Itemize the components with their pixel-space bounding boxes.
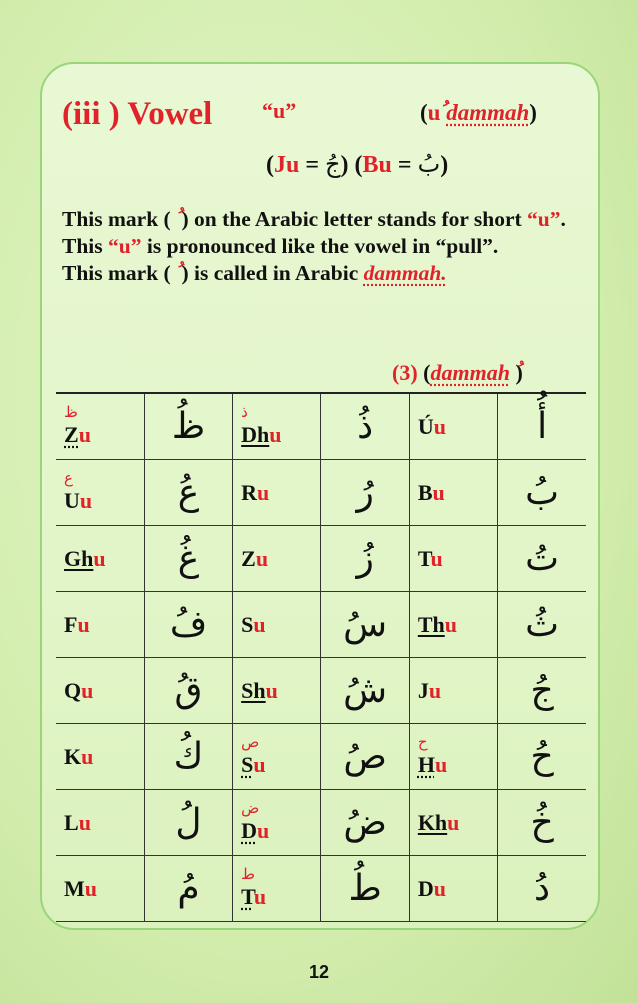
transliteration-cell: [409, 526, 497, 592]
transliteration: Uu: [64, 488, 93, 513]
arabic-letter-cell: خُ: [498, 790, 586, 856]
letter-hint: ذ: [241, 403, 248, 421]
transliteration: Tu: [241, 884, 267, 909]
transliteration: Bu: [417, 479, 445, 505]
transliteration: Khu: [417, 809, 460, 835]
table-caption: (3) (dammah ): [392, 360, 523, 385]
transliteration-cell: [56, 526, 144, 592]
table-row: [56, 790, 586, 856]
transliteration: Thu: [417, 611, 457, 637]
letter-hint: ظ: [64, 403, 78, 421]
transliteration-cell: [409, 856, 497, 922]
explanation-line-2: This mark ( ) is called in Arabic dammah.: [62, 261, 447, 285]
transliteration: Ru: [241, 479, 270, 505]
transliteration: Hu: [417, 752, 448, 777]
arabic-letter-cell: حُ: [498, 724, 586, 790]
transliteration: Mu: [64, 875, 98, 901]
transliteration-cell: [233, 790, 321, 856]
transliteration-cell: [409, 460, 497, 526]
transliteration: Tu: [417, 545, 443, 571]
table-row: [56, 592, 586, 658]
arabic-letter-cell: لُ: [144, 790, 232, 856]
transliteration: Úu: [417, 413, 446, 439]
arabic-letter-cell: كُ: [144, 724, 232, 790]
transliteration-cell: [233, 393, 321, 460]
explanation-line-1: This mark ( ) on the Arabic letter stands for short “u”. This “u” is pronounced like the vowel in “pull”.: [62, 207, 566, 258]
table-row: [56, 460, 586, 526]
transliteration-cell: [56, 856, 144, 922]
page-number: 12: [308, 962, 330, 982]
dammah-letter-table: [56, 392, 586, 922]
arabic-letter-cell: ثُ: [498, 592, 586, 658]
letter-hint: ع: [64, 469, 73, 487]
transliteration-cell: [233, 856, 321, 922]
arabic-letter-cell: طُ: [321, 856, 409, 922]
arabic-letter-cell: غُ: [144, 526, 232, 592]
heading-dammah-label: (u dammah): [420, 100, 537, 125]
transliteration-cell: [409, 790, 497, 856]
transliteration-cell: [233, 526, 321, 592]
arabic-letter-cell: بُ: [498, 460, 586, 526]
transliteration-cell: [409, 658, 497, 724]
transliteration-cell: [233, 592, 321, 658]
transliteration-cell: [233, 724, 321, 790]
arabic-letter-cell: فُ: [144, 592, 232, 658]
letter-hint: ض: [241, 799, 260, 817]
transliteration: Lu: [64, 809, 91, 835]
transliteration-cell: [56, 724, 144, 790]
transliteration-cell: [409, 724, 497, 790]
arabic-letter-cell: صُ: [321, 724, 409, 790]
table-row: [56, 724, 586, 790]
transliteration: Ghu: [64, 545, 106, 571]
transliteration-cell: [56, 460, 144, 526]
arabic-letter-cell: عُ: [144, 460, 232, 526]
table-row: [56, 526, 586, 592]
arabic-letter-cell: زُ: [321, 526, 409, 592]
transliteration-cell: [233, 460, 321, 526]
table-row: [56, 856, 586, 922]
arabic-letter-cell: جُ: [498, 658, 586, 724]
arabic-letter-cell: رُ: [321, 460, 409, 526]
heading-title: (iii ) Vowel: [62, 96, 213, 132]
transliteration-cell: [56, 592, 144, 658]
transliteration: Su: [241, 611, 266, 637]
table-row: [56, 393, 586, 460]
transliteration: Zu: [241, 545, 269, 571]
table-row: [56, 658, 586, 724]
heading-vowel-quote: “u”: [262, 98, 297, 123]
transliteration: Su: [241, 752, 266, 777]
arabic-letter-cell: ذُ: [321, 393, 409, 460]
arabic-letter-cell: قُ: [144, 658, 232, 724]
transliteration-cell: [409, 592, 497, 658]
transliteration-cell: [56, 393, 144, 460]
example-bu-arabic: بُ: [417, 150, 441, 178]
explanation-paragraph: [62, 206, 582, 287]
transliteration-cell: [56, 790, 144, 856]
transliteration: Fu: [64, 611, 90, 637]
section-heading: [62, 96, 582, 142]
transliteration: Du: [241, 818, 270, 843]
arabic-letter-cell: ظُ: [144, 393, 232, 460]
transliteration-cell: [409, 393, 497, 460]
transliteration-cell: [56, 658, 144, 724]
letter-hint: ح: [417, 733, 428, 751]
transliteration-cell: [233, 658, 321, 724]
transliteration: Qu: [64, 677, 94, 703]
arabic-letter-cell: تُ: [498, 526, 586, 592]
example-ju-arabic: جُ: [325, 150, 341, 178]
arabic-letter-cell: دُ: [498, 856, 586, 922]
arabic-letter-cell: ضُ: [321, 790, 409, 856]
arabic-letter-cell: مُ: [144, 856, 232, 922]
arabic-letter-cell: شُ: [321, 658, 409, 724]
transliteration: Dhu: [241, 422, 282, 447]
letter-hint: ط: [241, 865, 256, 883]
transliteration: Du: [417, 875, 446, 901]
letter-hint: ص: [241, 733, 260, 751]
example-pairs: (Ju = جُ) (Bu = بُ): [266, 150, 449, 178]
transliteration: Ku: [64, 743, 94, 769]
arabic-letter-cell: أُ: [498, 393, 586, 460]
transliteration: Shu: [241, 677, 278, 703]
arabic-letter-cell: سُ: [321, 592, 409, 658]
transliteration: Ju: [417, 677, 442, 703]
transliteration: Zu: [64, 422, 91, 447]
